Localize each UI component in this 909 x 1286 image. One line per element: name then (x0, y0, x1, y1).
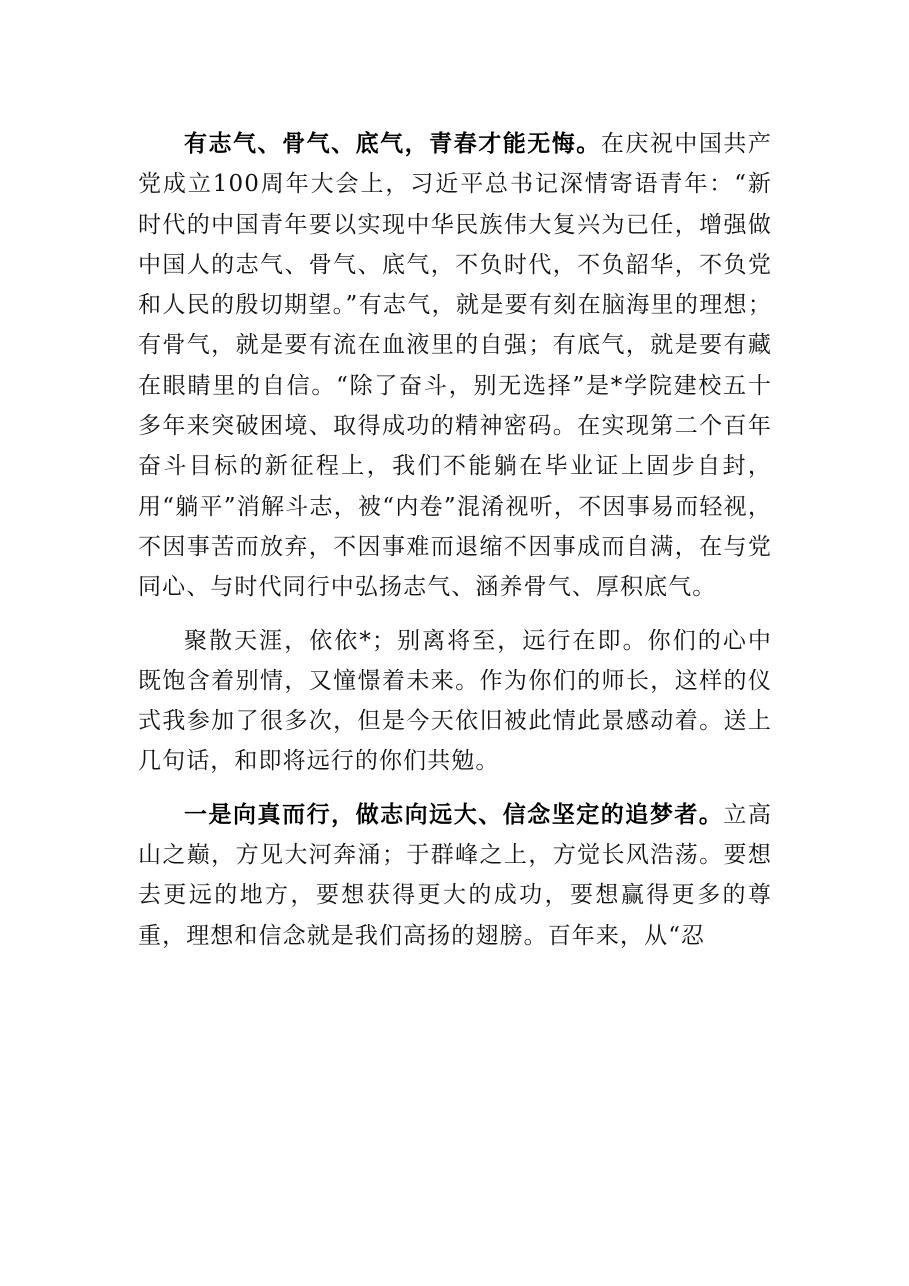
paragraph-lead-heading: 有志气、骨气、底气，青春才能无悔。 (184, 131, 601, 157)
paragraph-lead-heading: 一是向真而行，做志向远大、信念坚定的追梦者。 (184, 801, 724, 828)
paragraph-ambition (138, 124, 772, 608)
document-page (138, 124, 772, 956)
paragraph-farewell (138, 621, 772, 782)
paragraph-point-one (138, 795, 772, 956)
paragraph-body-text: 在庆祝中国共产党成立100周年大会上，习近平总书记深情寄语青年：“新时代的中国青年要以实现中华民族伟大复兴为已任，增强做中国人的志气、骨气、底气，不负时代，不负韶华，不负党和人民的殷切期望。”有志气，就是要有刻在脑海里的理想；有骨气，就是要有流在血液里的自强；有底气，就是要有藏在眼睛里的自信。“除了奋斗，别无选择”是*学院建校五十多年来突破困境、取得成功的精神密码。在实现第二个百年奋斗目标的新征程上，我们不能躺在毕业证上固步自封，用“躺平”消解斗志，被“内卷”混淆视听，不因事易而轻视，不因事苦而放弃，不因事难而退缩不因事成而自满，在与党同心、与时代同行中弘扬志气、涵养骨气、厚积底气。 (138, 131, 772, 601)
paragraph-body-text: 立高山之巅，方见大河奔涌；于群峰之上，方觉长风浩荡。要想去更远的地方，要想获得更大的成功，要想赢得更多的尊重，理想和信念就是我们高扬的翅膀。百年来，从“忍 (138, 801, 773, 949)
paragraph-body-text: 聚散天涯，依依*；别离将至，远行在即。你们的心中既饱含着别情，又憧憬着未来。作为你们的师长，这样的仪式我参加了很多次，但是今天依旧被此情此景感动着。送上几句话，和即将远行的你们共勉。 (138, 627, 772, 775)
